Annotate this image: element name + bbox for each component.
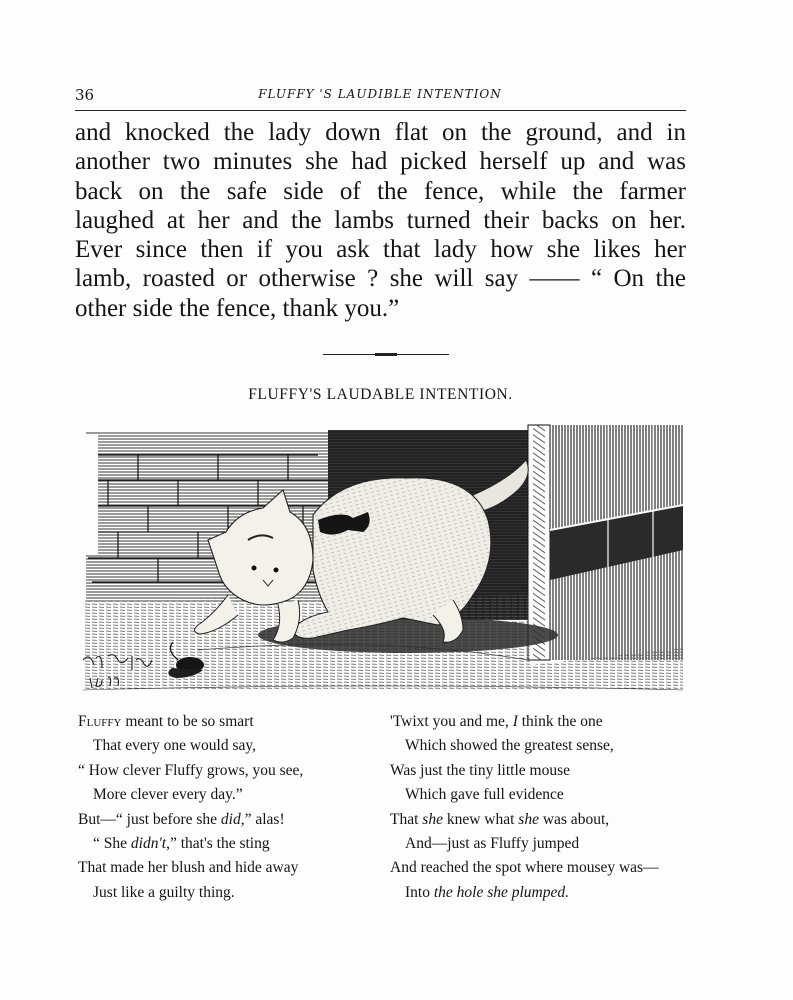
poem-verse: 'Twixt you and me, I think the one <box>390 713 603 730</box>
poem-verse: “ She didn't,” that's the sting <box>93 835 270 853</box>
poem-verse: That she knew what she was about, <box>390 810 610 828</box>
prose-line: other side the fence, thank you.” <box>75 294 400 322</box>
prose-line: laughed at her and the lambs turned their backs on her. <box>75 206 686 234</box>
prose-line: another two minutes she had picked herself up and was <box>75 148 686 176</box>
poem-verse: Was just the tiny little mouse <box>390 761 570 779</box>
prose-line: and knocked the lady down flat on the ground, and in <box>75 119 686 146</box>
poem-verse: That made her blush and hide away <box>78 859 299 877</box>
poem-verse: And—just as Fluffy jumped <box>405 835 580 853</box>
wooden-door <box>528 425 683 660</box>
poem-verse: And reached the spot where mousey was— <box>390 859 659 877</box>
prose-line: back on the safe side of the fence, while the farmer <box>75 177 686 205</box>
poem-verse: Which gave full evidence <box>405 786 564 804</box>
section-divider-ornament <box>323 353 449 357</box>
poem-verse: That every one would say, <box>93 737 256 755</box>
page-number: 36 <box>75 86 95 104</box>
poem-verse: Which showed the greatest sense, <box>405 737 614 755</box>
prose-line: Ever since then if you ask that lady how she likes her <box>75 236 686 264</box>
poem-verse: More clever every day.” <box>93 786 243 804</box>
prose-line: lamb, roasted or otherwise ? she will say —— “ On the <box>75 265 686 293</box>
poem-verse: “ How clever Fluffy grows, you see, <box>78 761 304 779</box>
kitten-and-mouse-engraving <box>78 420 690 698</box>
poem-column-right <box>390 710 695 905</box>
header-rule <box>75 110 686 111</box>
poem-verse: But—“ just before she did,” alas! <box>78 810 285 828</box>
poem-verse: Fluffy meant to be so smart <box>78 713 254 730</box>
poem-verse: Into the hole she plumped. <box>405 883 570 901</box>
poem-column-left <box>78 710 383 905</box>
poem-verse: Just like a guilty thing. <box>93 883 235 901</box>
running-title: FLUFFY 'S LAUDIBLE INTENTION <box>258 87 502 101</box>
section-title: FLUFFY'S LAUDABLE INTENTION. <box>248 386 513 403</box>
prose-paragraph <box>75 118 686 323</box>
